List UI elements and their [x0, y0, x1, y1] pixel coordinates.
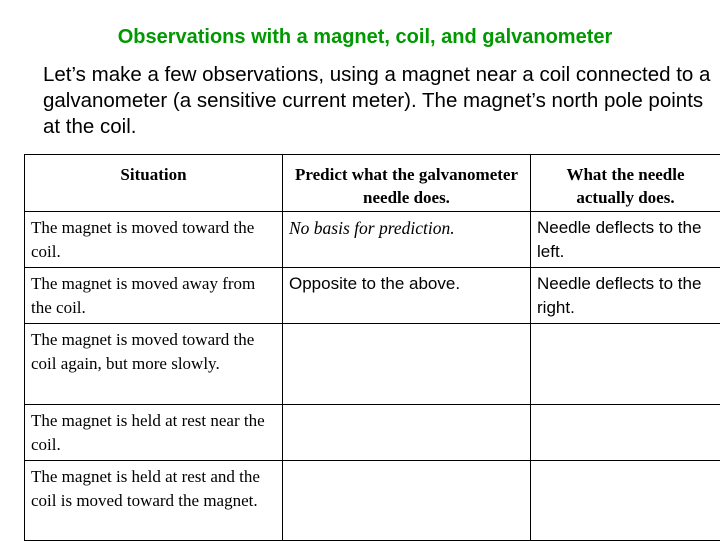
situation-cell: The magnet is held at rest near the coil.: [25, 405, 283, 461]
intro-paragraph: Let’s make a few observations, using a magnet near a coil connected to a galvanometer (a sensitive current meter). The magnet’s north pole points at the coil.: [43, 62, 713, 140]
prediction-cell[interactable]: [283, 324, 531, 405]
actual-cell: [531, 461, 720, 541]
prediction-cell[interactable]: Opposite to the above.: [283, 268, 531, 324]
table-row: [25, 405, 720, 461]
actual-cell: [531, 405, 720, 461]
situation-cell: The magnet is moved toward the coil.: [25, 212, 283, 268]
header-actual: What the needle actually does.: [531, 155, 720, 212]
page-title: Observations with a magnet, coil, and galvanometer: [0, 24, 720, 50]
actual-cell: Needle deflects to the left.: [531, 212, 720, 268]
observations-table: [24, 154, 720, 541]
table-row: [25, 461, 720, 541]
situation-cell: The magnet is held at rest and the coil is moved toward the magnet.: [25, 461, 283, 541]
table-header-row: [25, 155, 720, 212]
prediction-cell[interactable]: [283, 461, 531, 541]
prediction-cell[interactable]: [283, 405, 531, 461]
table-row: [25, 212, 720, 268]
header-predict: Predict what the galvanometer needle does.: [283, 155, 531, 212]
table-row: [25, 268, 720, 324]
header-situation: Situation: [25, 155, 283, 212]
actual-cell: [531, 324, 720, 405]
actual-cell: Needle deflects to the right.: [531, 268, 720, 324]
table-row: [25, 324, 720, 405]
prediction-cell[interactable]: No basis for prediction.: [283, 212, 531, 268]
situation-cell: The magnet is moved toward the coil again, but more slowly.: [25, 324, 283, 405]
situation-cell: The magnet is moved away from the coil.: [25, 268, 283, 324]
